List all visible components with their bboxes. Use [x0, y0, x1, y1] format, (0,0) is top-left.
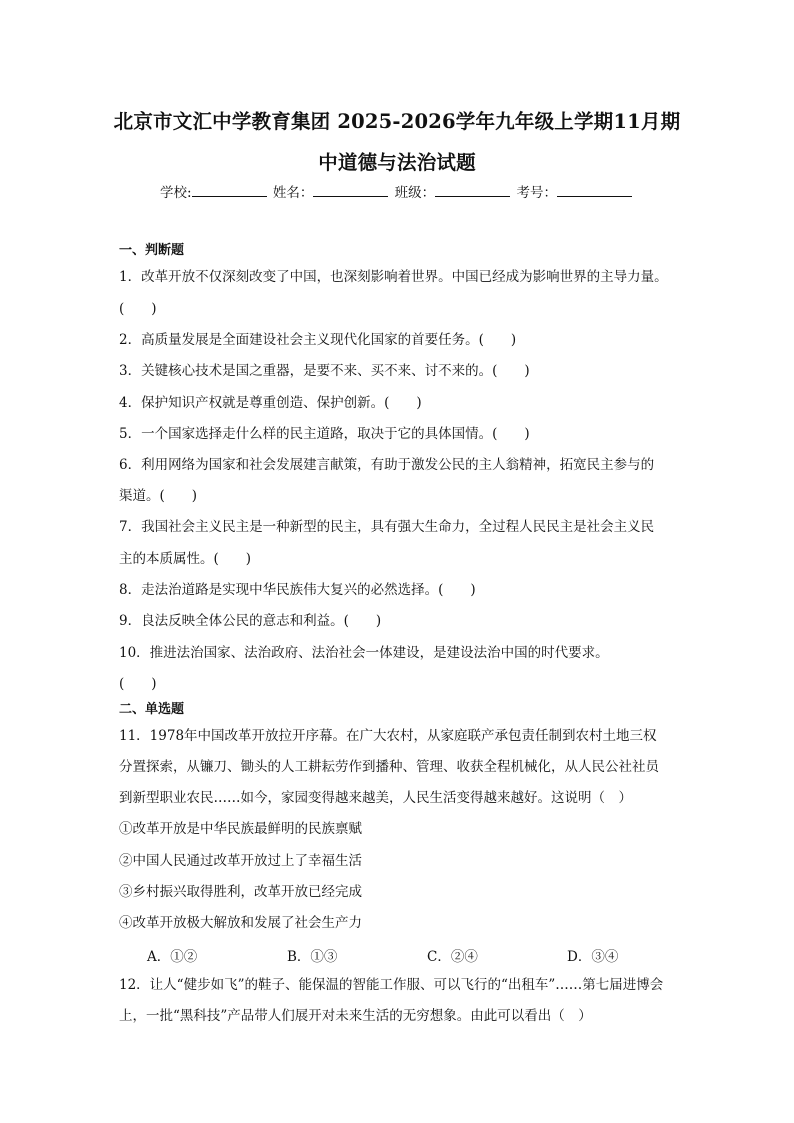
name-blank[interactable]	[313, 184, 388, 197]
choice-c[interactable]: C．②④	[427, 949, 478, 965]
student-info-row	[0, 181, 794, 201]
question-3: 3．关键核心技术是国之重器，是要不来、买不来、讨不来的。( )	[119, 363, 530, 379]
class-label: 班级：	[394, 185, 436, 201]
school-label: 学校:	[160, 185, 192, 201]
section-title-single-choice: 二、单选题	[119, 702, 185, 717]
question-11-line3: 到新型职业农民……如今，家园变得越来越美，人民生活变得越来越好。这说明（ ）	[119, 790, 632, 806]
question-11-line2: 分置探索，从镰刀、锄头的人工耕耘劳作到播种、管理、收获全程机械化，从人民公社社员	[119, 759, 659, 775]
question-12-line1: 12．让人“健步如飞”的鞋子、能保温的智能工作服、可以飞行的“出租车”……第七届进博会	[119, 977, 664, 993]
question-9: 9．良法反映全体公民的意志和利益。( )	[119, 613, 382, 629]
question-12-line2: 上，一批“黑科技”产品带人们展开对未来生活的无穷想象。由此可以看出（ ）	[119, 1008, 592, 1024]
choice-b[interactable]: B．①③	[287, 949, 338, 965]
question-7-line2: 主的本质属性。( )	[119, 551, 252, 567]
choice-a[interactable]: A．①②	[147, 949, 198, 965]
class-blank[interactable]	[435, 184, 510, 197]
school-blank[interactable]	[192, 184, 267, 197]
question-6-line1: 6．利用网络为国家和社会发展建言献策，有助于激发公民的主人翁精神，拓宽民主参与的	[119, 457, 655, 473]
question-5: 5．一个国家选择走什么样的民主道路，取决于它的具体国情。( )	[119, 426, 530, 442]
question-11-statement-1: ①改革开放是中华民族最鲜明的民族禀赋	[119, 821, 362, 837]
question-11-statement-3: ③乡村振兴取得胜利，改革开放已经完成	[119, 884, 362, 900]
question-11-statement-4: ④改革开放极大解放和发展了社会生产力	[119, 915, 362, 931]
question-2: 2．高质量发展是全面建设社会主义现代化国家的首要任务。( )	[119, 332, 517, 348]
question-8: 8．走法治道路是实现中华民族伟大复兴的必然选择。( )	[119, 582, 476, 598]
question-10-line2: ( )	[119, 676, 157, 692]
question-1-line2: ( )	[119, 301, 157, 317]
question-11-choices	[147, 945, 707, 965]
question-4: 4．保护知识产权就是尊重创造、保护创新。( )	[119, 395, 422, 411]
exam-number-label: 考号：	[516, 185, 557, 201]
question-1-line1: 1．改革开放不仅深刻改变了中国，也深刻影响着世界。中国已经成为影响世界的主导力量。	[119, 269, 668, 285]
exam-title-line1: 北京市文汇中学教育集团 2025-2026学年九年级上学期11月期	[113, 110, 681, 133]
question-11-statement-2: ②中国人民通过改革开放过上了幸福生活	[119, 853, 362, 869]
name-label: 姓名：	[272, 185, 314, 201]
question-6-line2: 渠道。( )	[119, 488, 198, 504]
exam-title-line2: 中道德与法治试题	[318, 151, 476, 174]
section-title-judge: 一、判断题	[119, 243, 185, 258]
choice-d[interactable]: D．③④	[567, 949, 619, 965]
question-7-line1: 7．我国社会主义民主是一种新型的民主，具有强大生命力，全过程人民民主是社会主义民	[119, 519, 655, 535]
question-10-line1: 10．推进法治国家、法治政府、法治社会一体建设，是建设法治中国的时代要求。	[119, 645, 609, 661]
exam-number-blank[interactable]	[557, 184, 632, 197]
question-11-line1: 11．1978年中国改革开放拉开序幕。在广大农村，从家庭联产承包责任制到农村土地三权	[119, 728, 657, 744]
